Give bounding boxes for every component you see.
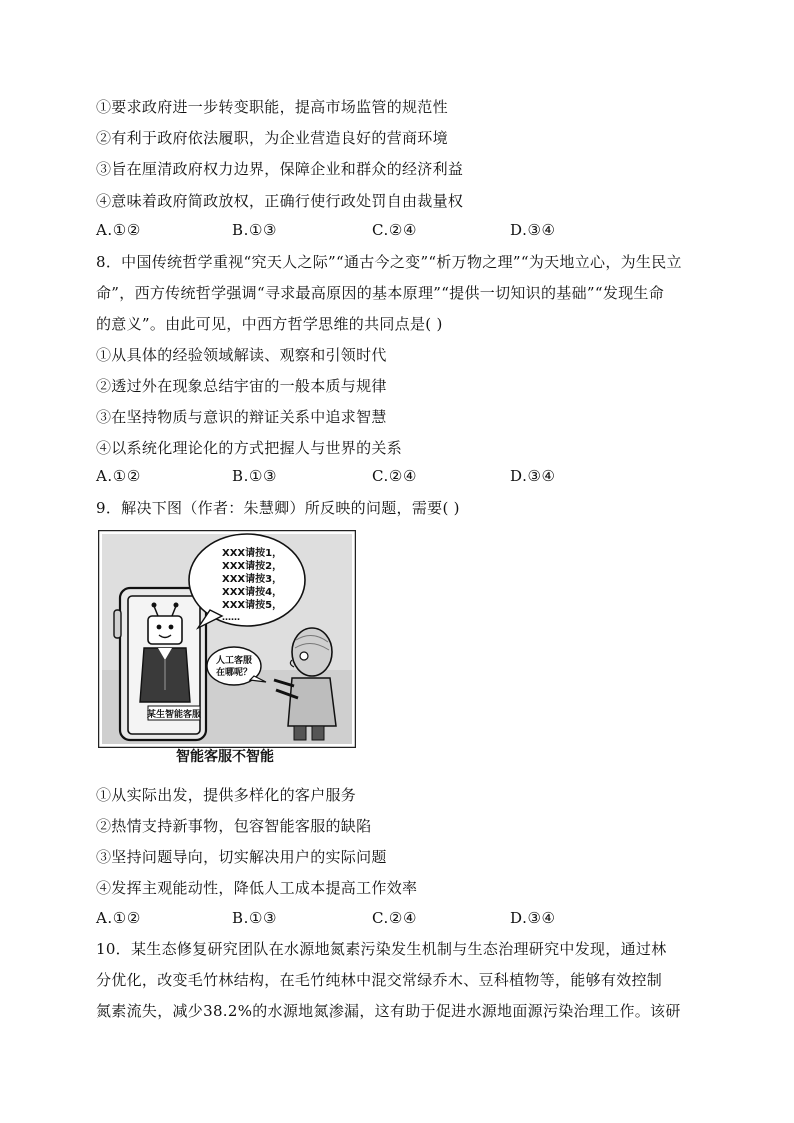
q8-option-2: ②透过外在现象总结宇宙的一般本质与规律 — [96, 377, 387, 395]
bubble-line-4: XXX请按4， — [222, 587, 283, 598]
q8-choice-c: C.②④ — [372, 467, 418, 485]
q9-choice-c: C.②④ — [372, 909, 418, 927]
q8-choice-b: B.①③ — [232, 467, 278, 485]
q8-option-1: ①从具体的经验领域解读、观察和引领时代 — [96, 346, 387, 364]
cartoon-illustration — [98, 530, 356, 748]
q8-option-4: ④以系统化理论化的方式把握人与世界的关系 — [96, 439, 403, 457]
q8-choice-d: D.③④ — [510, 467, 556, 485]
q8-choice-a: A.①② — [96, 467, 141, 485]
q10-stem-line-1: 10．某生态修复研究团队在水源地氮素污染发生机制与生态治理研究中发现，通过林 — [96, 940, 667, 958]
q9-choice-a: A.①② — [96, 909, 141, 927]
bubble-line-5: XXX请按5， — [222, 600, 283, 611]
person-bubble-line-2: 在哪呢？ — [215, 668, 253, 678]
q9-stem: 9．解决下图（作者：朱慧卿）所反映的问题，需要( ) — [96, 499, 460, 517]
q10-stem-line-3: 氮素流失，减少38.2%的水源地氮渗漏，这有助于促进水源地面源污染治理工作。该研 — [96, 1002, 681, 1020]
q7-option-2: ②有利于政府依法履职，为企业营造良好的营商环境 — [96, 129, 448, 147]
q9-option-3: ③坚持问题导向，切实解决用户的实际问题 — [96, 848, 387, 866]
q7-choice-c: C.②④ — [372, 221, 418, 239]
q9-option-4: ④发挥主观能动性，降低人工成本提高工作效率 — [96, 879, 418, 897]
cartoon-caption: 智能客服不智能 — [176, 749, 274, 765]
bubble-line-6: …… — [222, 613, 240, 623]
q9-choice-d: D.③④ — [510, 909, 556, 927]
q7-choice-a: A.①② — [96, 221, 141, 239]
q7-option-4: ④意味着政府简政放权，正确行使行政处罚自由裁量权 — [96, 192, 464, 210]
q7-option-3: ③旨在厘清政府权力边界，保障企业和群众的经济利益 — [96, 160, 464, 178]
q8-option-3: ③在坚持物质与意识的辩证关系中追求智慧 — [96, 408, 387, 426]
person-bubble-line-1: 人工客服 — [215, 656, 253, 666]
q9-choice-b: B.①③ — [232, 909, 278, 927]
bubble-line-1: XXX请按1， — [222, 548, 283, 559]
q8-stem-line-3: 的意义”。由此可见，中西方哲学思维的共同点是( ) — [96, 315, 443, 333]
q9-option-1: ①从实际出发，提供多样化的客户服务 — [96, 786, 357, 804]
q10-stem-line-2: 分优化，改变毛竹林结构，在毛竹纯林中混交常绿乔木、豆科植物等，能够有效控制 — [96, 971, 663, 989]
q8-stem-line-2: 命”，西方传统哲学强调“寻求最高原因的基本原理”“提供一切知识的基础”“发现生命 — [96, 284, 665, 302]
robot-label: 某生智能客服 — [146, 710, 202, 720]
q7-option-1: ①要求政府进一步转变职能，提高市场监管的规范性 — [96, 98, 448, 116]
q7-choice-d: D.③④ — [510, 221, 556, 239]
q8-stem-line-1: 8．中国传统哲学重视“究天人之际”“通古今之变”“析万物之理”“为天地立心，为生民立 — [96, 253, 682, 271]
bubble-line-2: XXX请按2， — [222, 561, 283, 572]
bubble-line-3: XXX请按3， — [222, 574, 283, 585]
q7-choice-b: B.①③ — [232, 221, 278, 239]
q9-option-2: ②热情支持新事物，包容智能客服的缺陷 — [96, 817, 372, 835]
